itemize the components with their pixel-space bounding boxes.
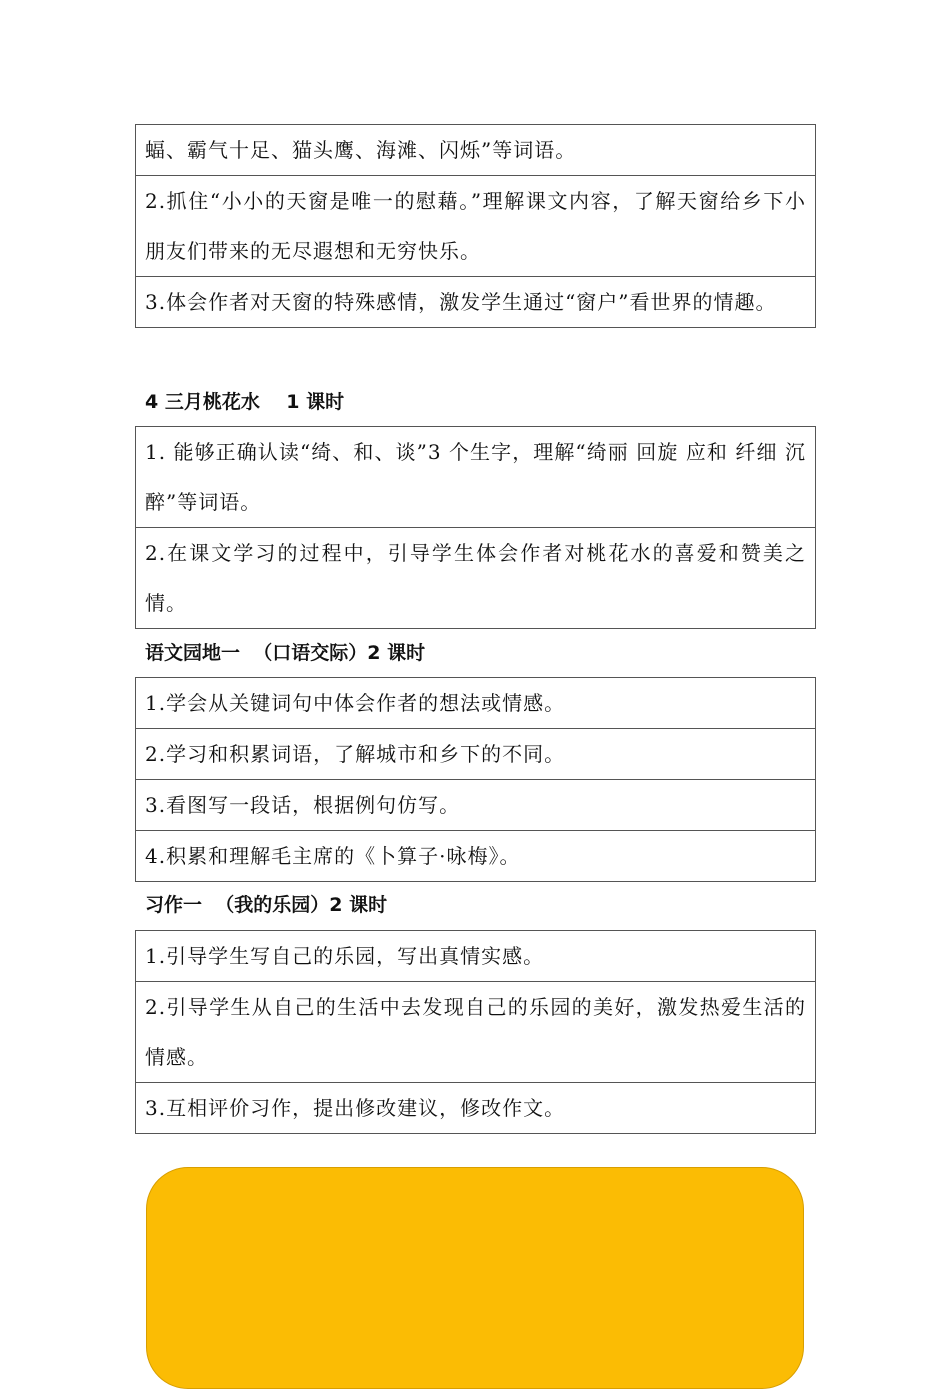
section-heading-yuwen-yuandi: 语文园地一 （口语交际）2 课时 (145, 642, 426, 664)
objective-item: 1.引导学生写自己的乐园，写出真情实感。 (136, 931, 816, 982)
section-heading-sanyue-taohuashui: 4 三月桃花水 1 课时 (145, 391, 345, 413)
table-row (136, 1083, 816, 1134)
table-row (136, 277, 816, 328)
objectives-table-yuwen-yuandi (135, 677, 816, 882)
table-row (136, 678, 816, 729)
objective-item: 4.积累和理解毛主席的《卜算子·咏梅》。 (136, 831, 816, 882)
objective-item: 3.互相评价习作，提出修改建议，修改作文。 (136, 1083, 816, 1134)
objectives-table-sanyue-taohuashui (135, 426, 816, 629)
table-row (136, 125, 816, 176)
objectives-table-xizuo (135, 930, 816, 1134)
objective-item: 3.体会作者对天窗的特殊感情，激发学生通过“窗户”看世界的情趣。 (136, 277, 816, 328)
objective-item: 2.抓住“小小的天窗是唯一的慰藉。”理解课文内容，了解天窗给乡下小朋友们带来的无尽遐想和无穷快乐。 (136, 176, 816, 277)
objective-item: 1.学会从关键词句中体会作者的想法或情感。 (136, 678, 816, 729)
table-row (136, 931, 816, 982)
table-row (136, 780, 816, 831)
table-row (136, 427, 816, 528)
section-heading-xizuo: 习作一 （我的乐园）2 课时 (145, 894, 388, 916)
objective-item: 蝠、霸气十足、猫头鹰、海滩、闪烁”等词语。 (136, 125, 816, 176)
table-row (136, 729, 816, 780)
table-row (136, 176, 816, 277)
table-row (136, 528, 816, 629)
objective-item: 2.引导学生从自己的生活中去发现自己的乐园的美好，激发热爱生活的情感。 (136, 982, 816, 1083)
objective-item: 2.在课文学习的过程中，引导学生体会作者对桃花水的喜爱和赞美之情。 (136, 528, 816, 629)
table-row (136, 982, 816, 1083)
objective-item: 2.学习和积累词语，了解城市和乡下的不同。 (136, 729, 816, 780)
yellow-decorative-panel (146, 1167, 804, 1389)
table-row (136, 831, 816, 882)
objective-item: 1. 能够正确认读“绮、和、谈”3 个生字，理解“绮丽 回旋 应和 纤细 沉醉”等词语。 (136, 427, 816, 528)
objective-item: 3.看图写一段话，根据例句仿写。 (136, 780, 816, 831)
objectives-table-tianchuang (135, 124, 816, 328)
